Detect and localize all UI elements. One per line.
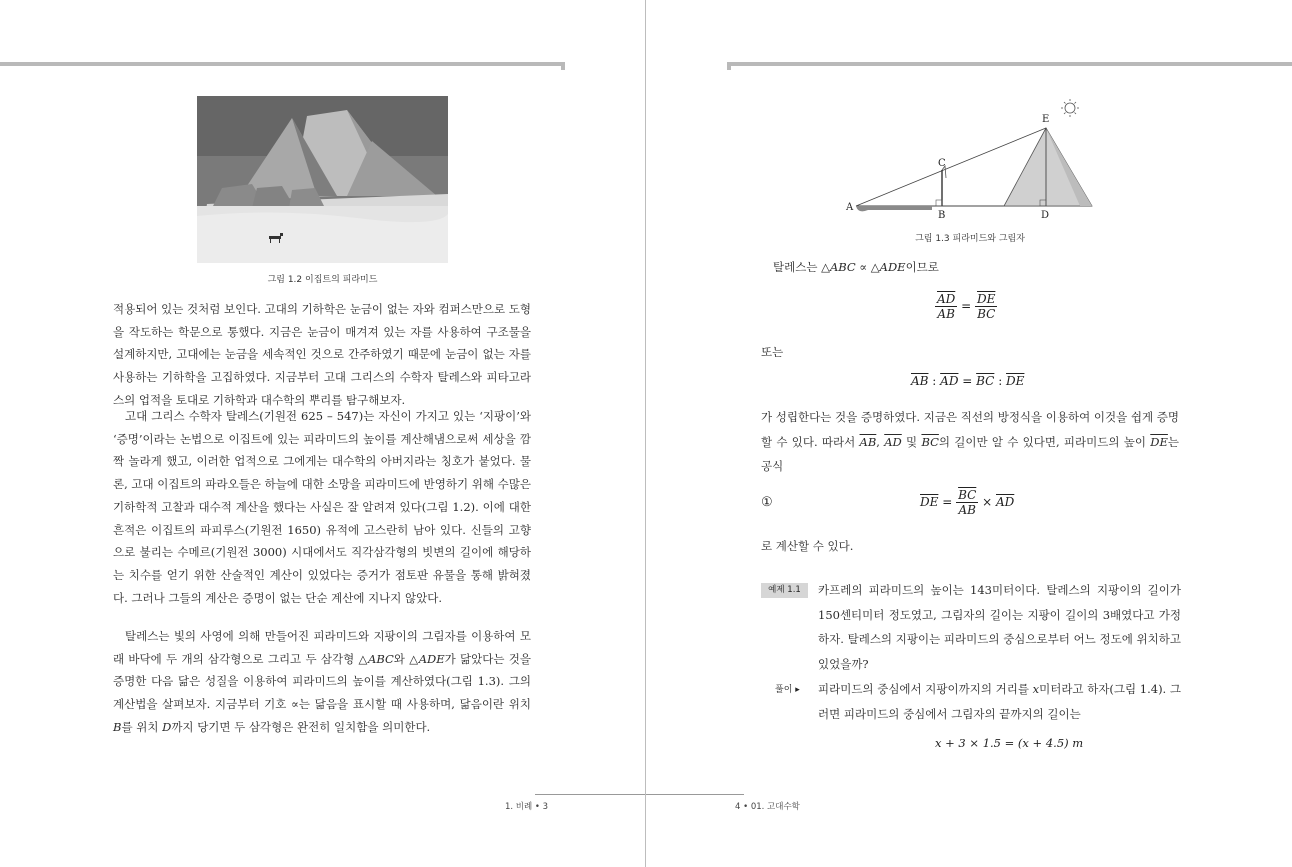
pyramid-shadow-diagram <box>842 98 1112 226</box>
thales-line-b: 이므로 <box>905 260 939 274</box>
variable-x: x <box>1032 682 1040 696</box>
figure-1-3-caption: 그림 1.3 피라미드와 그림자 <box>915 234 1025 244</box>
segment-bc: $\overline{BC}$ <box>921 434 939 449</box>
proof-and: 및 <box>901 434 922 449</box>
pyramids-photo <box>197 96 448 263</box>
eq2-equals: = <box>958 374 977 388</box>
eq1-den1: AB <box>937 307 955 321</box>
solution-label: 풀이 ▸ <box>775 685 800 695</box>
left-header-rule <box>0 62 563 66</box>
label-e: E <box>1042 114 1050 125</box>
eq3-de: $\overline{DE}$ <box>920 495 939 509</box>
eq2-de: $\overline{DE}$ <box>1006 374 1025 388</box>
eq2-ad: $\overline{AD}$ <box>940 374 959 388</box>
para3-part-c: 가 닮았다는 것을 증명한 다음 닮은 성질을 이용하여 피라미드의 높이를 계산하였다(그림 1.3). 그의 계산법을 살펴보자. 지금부터 기호 ∝는 닮음을 표시할 때 사용하며, 닮음이란 위치 <box>113 651 531 712</box>
segment-de: $\overline{DE}$ <box>1150 434 1168 449</box>
eq2-colon1: : <box>928 374 941 388</box>
left-paragraph-3 <box>113 625 531 739</box>
left-paragraph-2-text: 고대 그리스 수학자 탈레스(기원전 625 – 547)는 자신이 가지고 있는 ‘지팡이’와 ‘증명’이라는 논법으로 이집트에 있는 피라미드의 높이를 계산해냄으로써 세상을 깜짝 놀라게 했고, 이러한 업적으로 그에게는 대수학의 아버지라는 칭호가 붙었다. 물론, 고대 이집트의 파라오들은 하늘에 대한 소망을 피라미드에 반영하기 위해 수많은 기하학적 고찰과 대수적 계산을 했다는 사실은 잘 알려져 있다(그림 1.2). 이에 대한 흔적은 이집트의 파피루스(기원전 1650) 유적에 고스란히 남아 있다. 신들의 고향으로 불리는 수메르(기원전 3000) 시대에서도 직각삼각형의 빗변의 길이에 해당하는 치수를 얻기 위한 산술적인 계산이 있었다는 증거가 점토판 유물을 통해 밝혀졌다. 그러나 그들의 계산은 증명이 없는 단순 계산에 지나지 않았다. <box>113 409 531 605</box>
equation-number: ① <box>761 495 773 510</box>
proof-paragraph <box>761 405 1179 479</box>
label-a: A <box>846 202 854 213</box>
para3-part-a: 탈레스는 빛의 사영에 의해 만들어진 피라미드와 지팡이의 그림자를 이용하여 모래 바닥에 두 개의 삼각형으로 그리고 두 삼각형 <box>113 629 531 666</box>
segment-ab: $\overline{AB}$ <box>859 434 877 449</box>
pyramids-illustration <box>197 96 448 263</box>
eq2-ab: $\overline{AB}$ <box>911 374 929 388</box>
left-paragraph-1-text: 적용되어 있는 것처럼 보인다. 고대의 기하학은 눈금이 없는 자와 컴퍼스만으로 도형을 작도하는 학문으로 통했다. 지금은 눈금이 매겨져 있는 자를 사용하여 구조물을 설계하지만, 고대에는 눈금을 세속적인 것으로 간주하였기 때문에 눈금이 없는 자를 사용하는 기하학을 고집하였다. 지금부터 고대 그리스의 수학자 탈레스와 피타고라스의 업적을 토대로 기하학과 대수학의 뿌리를 탐구해보자. <box>113 302 531 407</box>
label-c: C <box>938 158 946 169</box>
segment-ad: $\overline{AD}$ <box>884 434 902 449</box>
example-label: 예제 1.1 <box>761 583 808 598</box>
para3-part-e: 까지 당기면 두 삼각형은 완전히 일치함을 의미한다. <box>171 719 431 734</box>
left-paragraph-1 <box>113 298 531 412</box>
example-text: 카프레의 피라미드의 높이는 143미터이다. 탈레스의 지팡이의 길이가 150센티미터 정도였고, 그림자의 길이는 지팡이 길이의 3배였다고 가정하자. 탈레스의 지팡이는 피라미드의 중심으로부터 어느 정도에 위치하고 있었을까? <box>818 583 1181 671</box>
figure-1-2-caption: 그림 1.2 이집트의 피라미드 <box>267 275 378 285</box>
right-header-rule <box>729 62 1292 66</box>
triangle-ade: △ADE <box>409 651 445 666</box>
right-page-footer: 4 • 01. 고대수학 <box>735 802 800 812</box>
eq1-den2: BC <box>977 307 996 321</box>
ratio-equation-colon <box>911 374 1024 388</box>
solution-part-b: 미터라고 하자(그림 1.4). 그러면 피라미드의 중심에서 그림자의 끝까지의 길이는 <box>818 682 1181 721</box>
ratio-equation-fraction <box>935 292 997 321</box>
thales-line <box>773 255 1191 280</box>
eq1-num2: $\overline{DE}$ <box>977 292 996 306</box>
page-spine <box>645 0 646 867</box>
eq3-times: × <box>978 495 996 509</box>
thales-line-a: 탈레스는 <box>773 260 822 274</box>
eq1-equals: = <box>961 299 972 313</box>
para3-part-d: 를 위치 <box>121 719 163 734</box>
proof-part-3: 는 공식 <box>761 434 1179 473</box>
or-text: 또는 <box>761 345 784 359</box>
point-d: D <box>162 719 172 734</box>
right-footer-rule <box>646 794 744 795</box>
label-b: B <box>938 210 946 221</box>
eq2-bc: $\overline{BC}$ <box>976 374 995 388</box>
eq3-ab: AB <box>958 503 976 517</box>
eq1-num1: $\overline{AD}$ <box>937 292 956 306</box>
para3-part-b: 와 <box>393 651 410 666</box>
point-b: B <box>113 719 122 734</box>
eq3-bc: $\overline{BC}$ <box>958 488 977 502</box>
left-footer-rule <box>535 794 645 795</box>
sun-icon <box>1061 99 1079 117</box>
label-d: D <box>1041 210 1050 221</box>
proof-part-1: 가 성립한다는 것을 증명하였다. 지금은 직선의 방정식을 이용하여 이것을 쉽게 증명할 수 있다. 따라서 <box>761 410 1179 449</box>
eq3-ad: $\overline{AD}$ <box>996 495 1015 509</box>
proof-comma: , <box>876 434 885 449</box>
eq3-equals: = <box>938 495 957 509</box>
solution-text <box>818 677 1181 726</box>
triangle-abc: △ABC <box>358 651 394 666</box>
left-page-footer: 1. 비례 • 3 <box>505 802 549 812</box>
compute-text: 로 계산할 수 있다. <box>761 539 854 553</box>
solution-equation: x + 3 × 1.5 = (x + 4.5) m <box>935 736 1084 750</box>
eq2-colon2: : <box>994 374 1007 388</box>
solution-part-a: 피라미드의 중심에서 지팡이까지의 거리를 <box>818 682 1033 696</box>
proof-part-2: 의 길이만 알 수 있다면, 피라미드의 높이 <box>938 434 1151 449</box>
height-formula <box>920 488 1014 517</box>
similarity-expression: △ABC ∝ △ADE <box>821 260 906 274</box>
left-paragraph-2 <box>113 405 531 609</box>
